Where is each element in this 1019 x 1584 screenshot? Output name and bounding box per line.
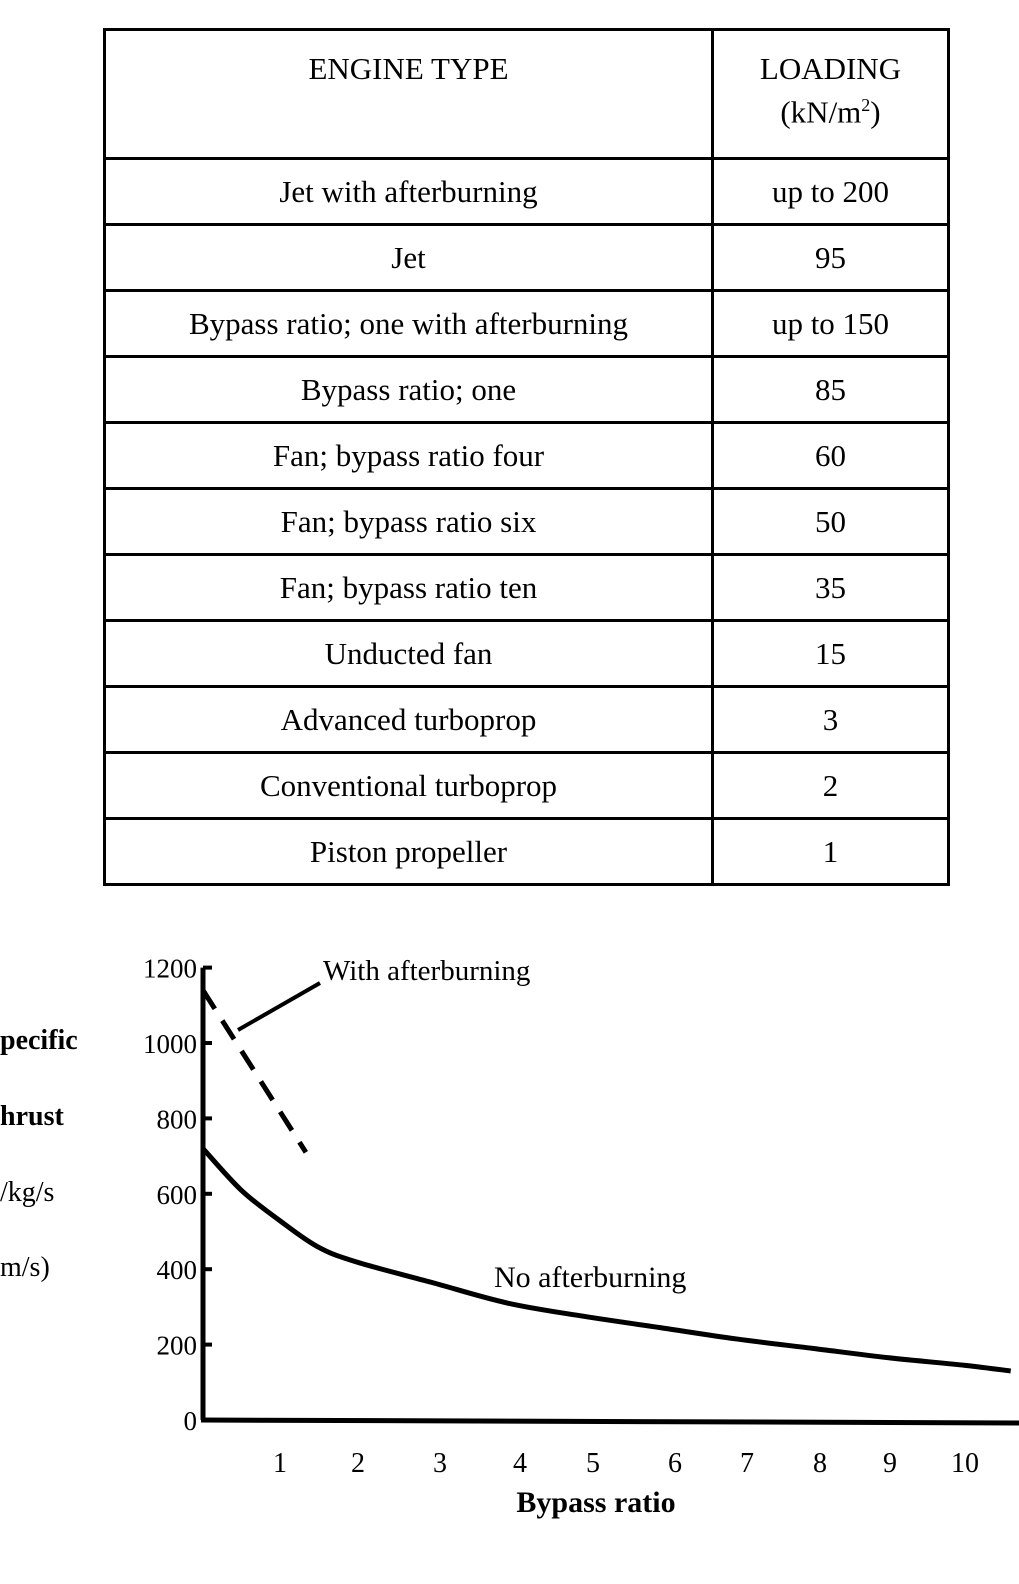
x-tick-label: 2: [351, 1448, 365, 1479]
engine-type-cell: Bypass ratio; one: [105, 357, 713, 423]
engine-type-cell: Conventional turboprop: [105, 753, 713, 819]
engine-type-cell: Jet with afterburning: [105, 159, 713, 225]
x-tick-label: 10: [951, 1448, 979, 1479]
y-tick-label: 400: [156, 1255, 197, 1286]
unit-prefix: (kN/m: [780, 94, 862, 130]
loading-cell: 15: [713, 621, 949, 687]
x-tick-label: 5: [586, 1448, 600, 1479]
y-tick-label: 200: [156, 1330, 197, 1361]
x-tick-label: 1: [273, 1448, 287, 1479]
x-tick-label: 6: [668, 1448, 682, 1479]
loading-cell: 85: [713, 357, 949, 423]
y-tick-label: 800: [156, 1104, 197, 1135]
engine-type-cell: Unducted fan: [105, 621, 713, 687]
with-afterburning-line: [203, 990, 306, 1152]
x-tick-label: 9: [883, 1448, 897, 1479]
loading-cell: up to 200: [713, 159, 949, 225]
loading-cell: 3: [713, 687, 949, 753]
unit-sup: 2: [861, 95, 871, 115]
x-tick-label: 7: [740, 1448, 754, 1479]
loading-cell: 35: [713, 555, 949, 621]
engine-type-cell: Fan; bypass ratio ten: [105, 555, 713, 621]
loading-cell: 95: [713, 225, 949, 291]
y-tick-label: 0: [183, 1406, 197, 1436]
no-afterburning-label: No afterburning: [494, 1261, 687, 1294]
loading-cell: up to 150: [713, 291, 949, 357]
chart-axes: [201, 968, 1019, 1423]
y-tick-label: 600: [156, 1179, 197, 1210]
x-tick-label: 8: [813, 1448, 827, 1479]
annotation-leader-line: [238, 983, 320, 1030]
y-tick-label: 1000: [143, 1029, 197, 1059]
y-axis-label-line-1: pecific: [0, 1025, 78, 1056]
loading-cell: 1: [713, 819, 949, 885]
engine-type-cell: Fan; bypass ratio four: [105, 423, 713, 489]
unit-suffix: ): [870, 94, 881, 130]
engine-type-cell: Bypass ratio; one with afterburning: [105, 291, 713, 357]
y-axis-label-line-3: /kg/s: [0, 1177, 55, 1208]
loading-cell: 2: [713, 753, 949, 819]
x-tick-label: 3: [433, 1448, 447, 1479]
chart-series: [203, 983, 1011, 1371]
x-tick-label: 4: [513, 1448, 527, 1479]
with-afterburning-label: With afterburning: [323, 955, 531, 987]
no-afterburning-line: [203, 1149, 1011, 1371]
x-axis-label: Bypass ratio: [516, 1486, 676, 1519]
engine-type-cell: Fan; bypass ratio six: [105, 489, 713, 555]
engine-type-cell: Advanced turboprop: [105, 687, 713, 753]
header-engine-type: ENGINE TYPE: [105, 30, 713, 159]
chart-labels: [143, 954, 979, 1519]
x-axis-line: [201, 1420, 1019, 1423]
y-axis-label-line-4: m/s): [0, 1252, 50, 1283]
y-tick-label: 1200: [143, 953, 197, 984]
engine-type-cell: Piston propeller: [105, 819, 713, 885]
y-axis-label-line-2: hrust: [0, 1101, 64, 1132]
loading-cell: 50: [713, 489, 949, 555]
header-loading-label: LOADING: [759, 51, 902, 86]
loading-cell: 60: [713, 423, 949, 489]
engine-type-cell: Jet: [105, 225, 713, 291]
